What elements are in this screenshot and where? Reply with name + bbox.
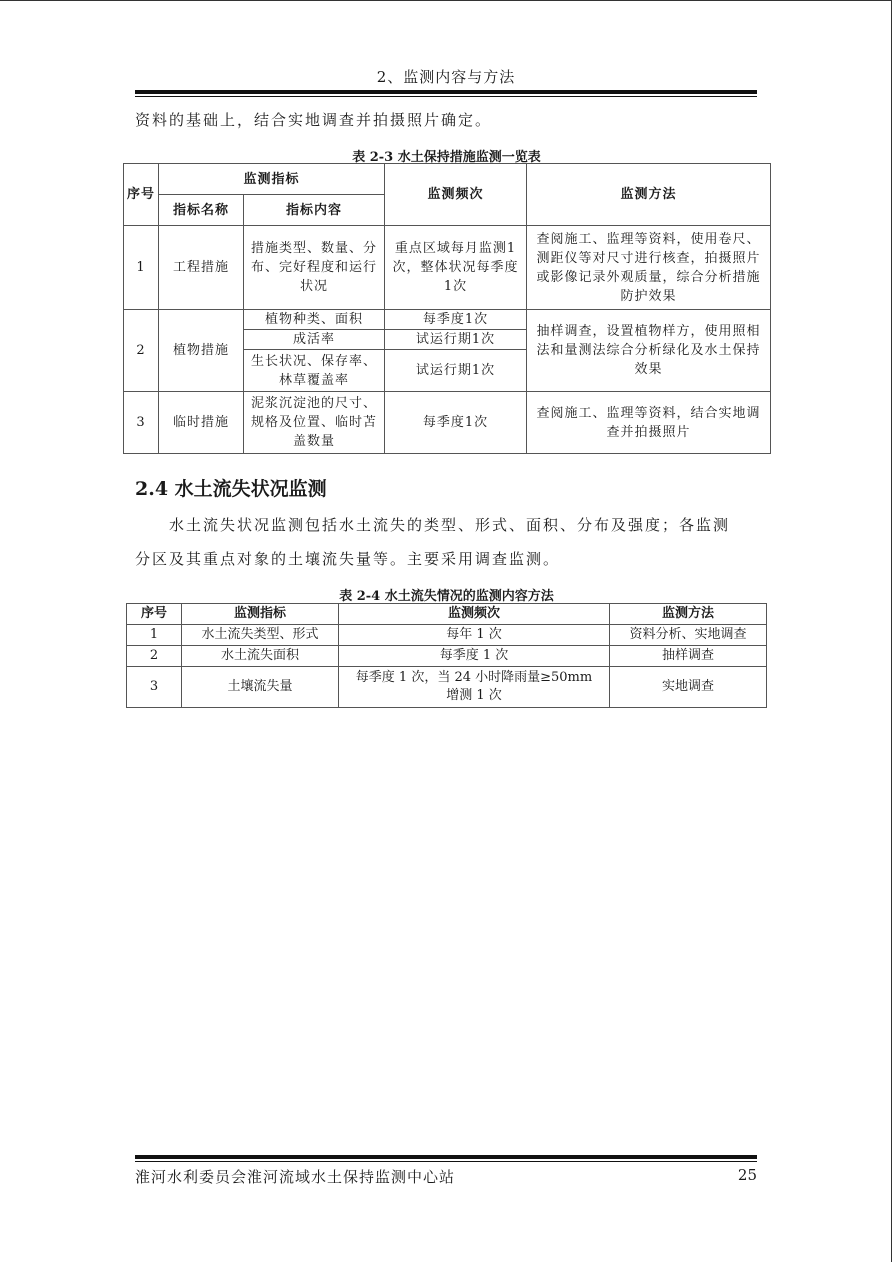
- row3-name: 临时措施: [159, 392, 244, 454]
- header-frequency: 监测频次: [385, 164, 527, 226]
- t24-row3-frequency-line2: 增测 1 次: [446, 688, 502, 703]
- table-2-3: [123, 163, 771, 454]
- row1-method: 查阅施工、监理等资料，使用卷尺、测距仪等对尺寸进行核查，拍摄照片或影像记录外观质量，综合分析措施防护效果: [527, 226, 771, 310]
- t24-header-frequency: 监测频次: [339, 604, 610, 625]
- t24-header-seq: 序号: [127, 604, 182, 625]
- header-rule-thick: [135, 90, 757, 94]
- t24-header-indicator: 监测指标: [182, 604, 339, 625]
- section-heading: 2.4 水土流失状况监测: [135, 478, 327, 500]
- row2-method: 抽样调查，设置植物样方，使用照相法和量测法综合分析绿化及水土保持效果: [527, 310, 771, 392]
- row1-name: 工程措施: [159, 226, 244, 310]
- t24-row2-seq: 2: [127, 646, 182, 667]
- t24-row3-frequency: [339, 667, 610, 708]
- header-indicator-name: 指标名称: [159, 195, 244, 226]
- row2b-frequency: 试运行期1次: [385, 330, 527, 350]
- row2-seq: 2: [124, 310, 159, 392]
- section-paragraph-line1: 水土流失状况监测包括水土流失的类型、形式、面积、分布及强度；各监测: [135, 516, 731, 534]
- header-seq: 序号: [124, 164, 159, 226]
- row2a-content: 植物种类、面积: [244, 310, 385, 330]
- section-paragraph-line2: 分区及其重点对象的土壤流失量等。主要采用调查监测。: [135, 550, 561, 568]
- row1-frequency: 重点区域每月监测1次，整体状况每季度1次: [385, 226, 527, 310]
- row2b-content: 成活率: [244, 330, 385, 350]
- row2c-frequency: 试运行期1次: [385, 350, 527, 392]
- row3-seq: 3: [124, 392, 159, 454]
- t24-row2-frequency: 每季度 1 次: [339, 646, 610, 667]
- row2-name: 植物措施: [159, 310, 244, 392]
- header-indicator-group: 监测指标: [159, 164, 385, 195]
- table-2-4-caption: 表 2-4 水土流失情况的监测内容方法: [339, 589, 554, 604]
- t24-row3-method: 实地调查: [610, 667, 767, 708]
- t24-row1-method: 资料分析、实地调查: [610, 625, 767, 646]
- row2c-content: 生长状况、保存率、林草覆盖率: [244, 350, 385, 392]
- row3-content: 泥浆沉淀池的尺寸、规格及位置、临时苫盖数量: [244, 392, 385, 454]
- intro-paragraph: 资料的基础上，结合实地调查并拍摄照片确定。: [135, 111, 493, 129]
- row1-seq: 1: [124, 226, 159, 310]
- page-top-border: [0, 0, 892, 1]
- t24-row2-method: 抽样调查: [610, 646, 767, 667]
- running-header: 2、监测内容与方法: [376, 68, 516, 86]
- row2a-frequency: 每季度1次: [385, 310, 527, 330]
- t24-row3-indicator: 土壤流失量: [182, 667, 339, 708]
- footer-rule-thick: [135, 1155, 757, 1159]
- footer-rule-thin: [135, 1161, 757, 1162]
- table-2-4: [126, 603, 767, 708]
- footer-organization: 淮河水利委员会淮河流域水土保持监测中心站: [135, 1168, 456, 1186]
- t24-row2-indicator: 水土流失面积: [182, 646, 339, 667]
- row3-method: 查阅施工、监理等资料，结合实地调查并拍摄照片: [527, 392, 771, 454]
- t24-row3-frequency-line1: 每季度 1 次，当 24 小时降雨量≥50mm: [355, 670, 593, 685]
- header-method: 监测方法: [527, 164, 771, 226]
- header-indicator-content: 指标内容: [244, 195, 385, 226]
- row3-frequency: 每季度1次: [385, 392, 527, 454]
- header-rule-thin: [135, 96, 757, 97]
- t24-header-method: 监测方法: [610, 604, 767, 625]
- page-number: 25: [737, 1166, 757, 1184]
- t24-row1-indicator: 水土流失类型、形式: [182, 625, 339, 646]
- table-2-3-caption: 表 2-3 水土保持措施监测一览表: [352, 150, 541, 165]
- t24-row1-frequency: 每年 1 次: [339, 625, 610, 646]
- row1-content: 措施类型、数量、分布、完好程度和运行状况: [244, 226, 385, 310]
- t24-row3-seq: 3: [127, 667, 182, 708]
- t24-row1-seq: 1: [127, 625, 182, 646]
